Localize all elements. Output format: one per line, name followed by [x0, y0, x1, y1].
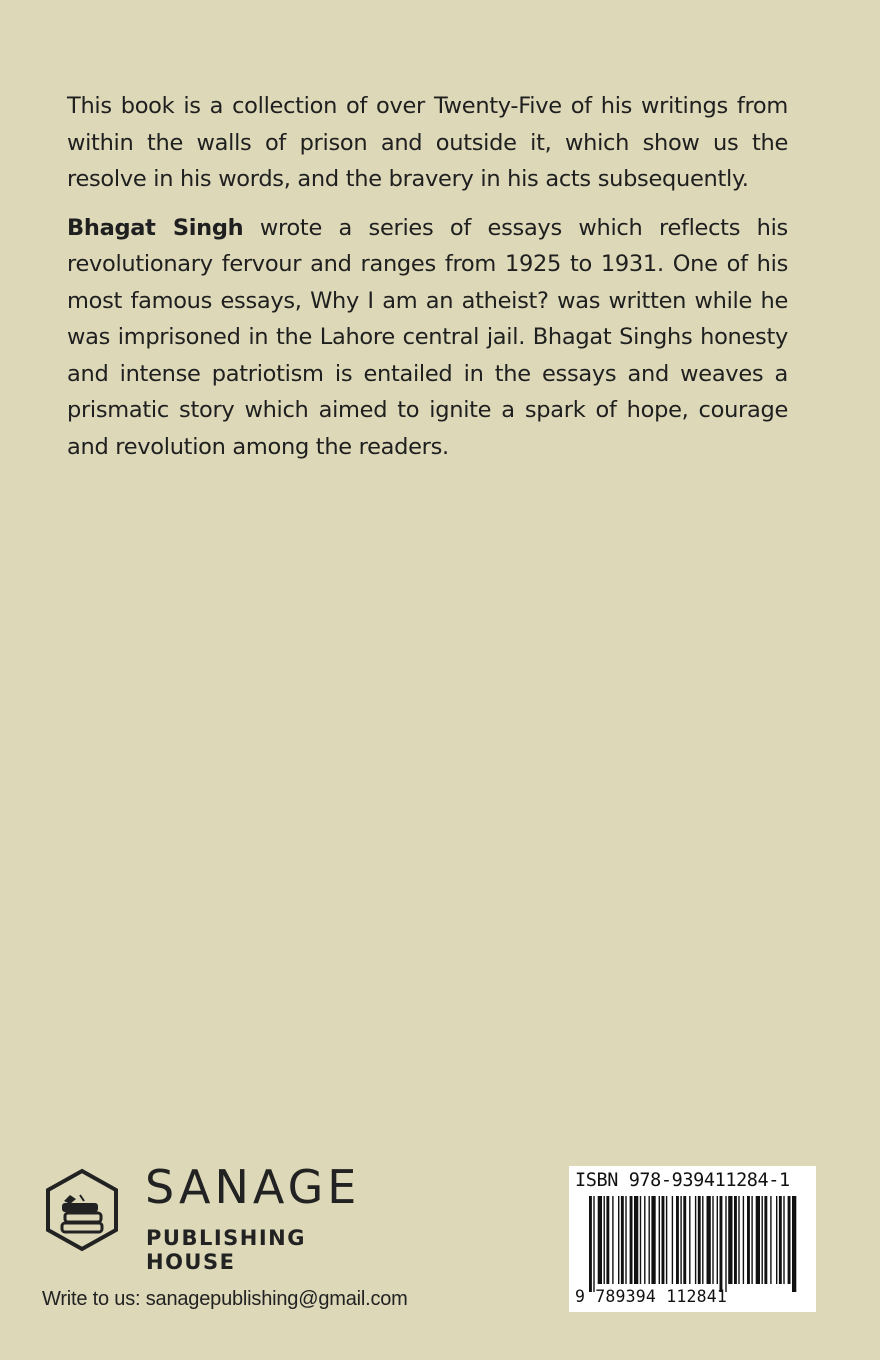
author-name: Bhagat Singh: [67, 214, 244, 241]
stacked-books-hexagon-icon: [40, 1168, 124, 1252]
barcode-digits: 9 789394 112841: [575, 1287, 728, 1306]
blurb-paragraph-2: [67, 210, 788, 466]
back-cover-blurb: [67, 88, 788, 477]
blurb-paragraph-2-text: wrote a series of essays which reflects his revolutionary fervour and ranges from 1925 to 1931. One of his most famous essays, Why I am an atheist? was written while he was imprisoned in the Lahore central jail. Bhagat Singhs honesty and intense patriotism is entailed in the essays and weaves a prismatic story which aimed to ignite a spark of hope, courage and revolution among the readers.: [67, 214, 788, 460]
publisher-subtitle: PUBLISHING HOUSE: [146, 1226, 306, 1274]
publisher-logo: [40, 1160, 400, 1274]
blurb-paragraph-1: This book is a collection of over Twenty-Five of his writings from within the walls of prison and outside it, which show us the resolve in his words, and the bravery in his acts subsequently.: [67, 93, 788, 192]
isbn-label: ISBN 978-939411284-1: [575, 1170, 790, 1191]
publisher-name: SANAGE: [145, 1160, 361, 1214]
isbn-barcode: [569, 1166, 816, 1312]
contact-email-line: Write to us: sanagepublishing@gmail.com: [42, 1288, 408, 1310]
